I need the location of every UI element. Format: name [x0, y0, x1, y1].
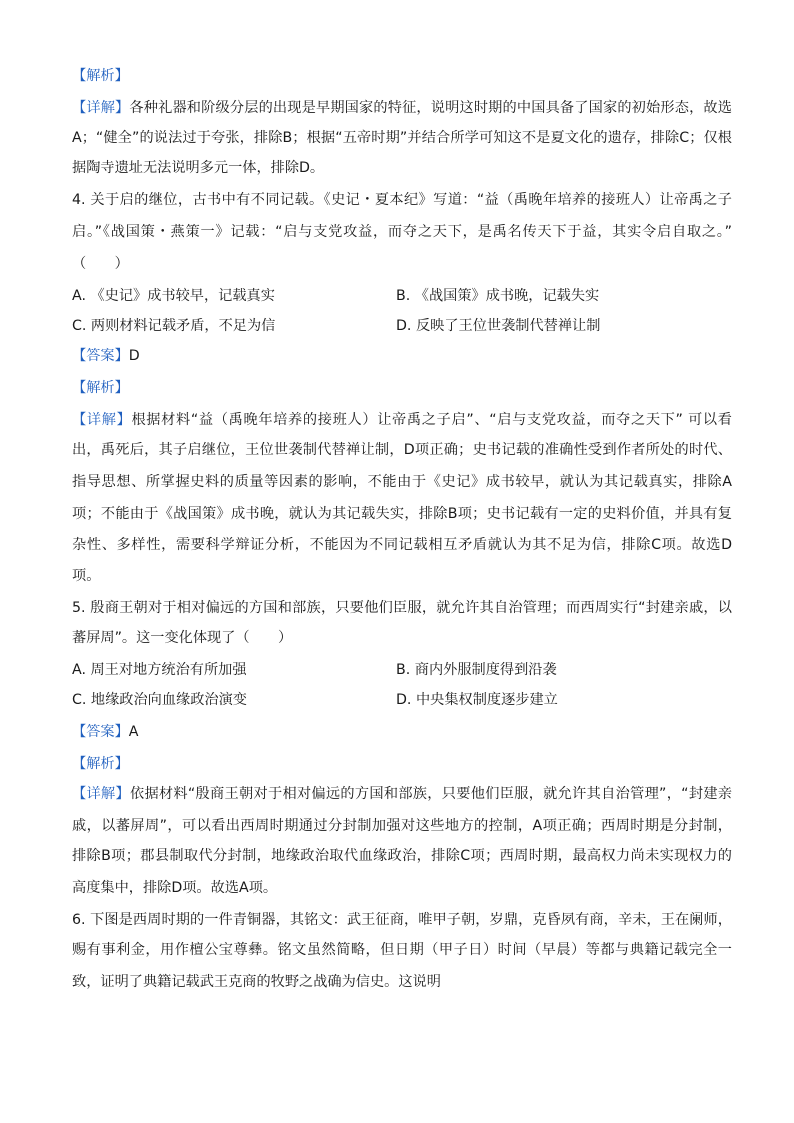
q5-detail-tag: 【详解】: [72, 786, 130, 802]
q5-answer-tag: 【答案】: [72, 724, 129, 740]
q6-stem-line-2: 赐有事利金，用作檀公宝尊彝。铭文虽然简略，但日期（甲子日）时间（早晨）等都与典籍记载完全一: [72, 942, 732, 958]
q6-stem-line-3: 致，证明了典籍记载武王克商的牧野之战确为信史。这说明: [72, 974, 441, 990]
q4-detail-line-2: 出，禹死后，其子启继位，王位世袭制代替禅让制，D项正确；史书记载的准确性受到作者所处的时代、: [72, 442, 732, 458]
q5-detail-line-1: 【详解】依据材料“殷商王朝对于相对偏远的方国和部族，只要他们臣服，就允许其自治管理”，“封建亲: [72, 786, 732, 802]
q4-stem-line-3: （ ）: [72, 256, 129, 272]
q4-option-a: A. 《史记》成书较早，记载真实: [72, 288, 275, 304]
q4-option-d: D. 反映了王位世袭制代替禅让制: [396, 318, 601, 334]
q3-detail-line-3: 据陶寺遗址无法说明多元一体，排除D。: [72, 160, 325, 176]
q4-detail-line-3: 指导思想、所掌握史料的质量等因素的影响，不能由于《史记》成书较早，就认为其记载真实，排除A: [72, 474, 732, 490]
q4-stem-line-1: 4. 关于启的继位，古书中有不同记载。《史记・夏本纪》写道：“益（禹晚年培养的接班人）让帝禹之子: [72, 192, 732, 208]
q5-option-c: C. 地缘政治向血缘政治演变: [72, 692, 247, 708]
q5-analysis-tag: 【解析】: [72, 756, 129, 772]
q4-answer-value: D: [128, 348, 140, 364]
q4-analysis-tag: 【解析】: [72, 380, 129, 396]
q5-detail-line-4: 高度集中，排除D项。故选A项。: [72, 880, 278, 896]
q4-answer: [72, 346, 732, 366]
q4-option-c: C. 两则材料记载矛盾，不足为信: [72, 318, 276, 334]
q4-answer-tag: 【答案】: [72, 348, 129, 364]
q4-detail-line-6: 项。: [72, 568, 101, 584]
q3-analysis-tag: 【解析】: [72, 68, 129, 84]
q4-detail-tag: 【详解】: [72, 412, 132, 428]
q4-detail-line-4: 项；不能由于《战国策》成书晚，就认为其记载失实，排除B项；史书记载有一定的史料价值，并具有复: [72, 506, 732, 522]
q4-detail-line-5: 杂性、多样性，需要科学辩证分析，不能因为不同记载相互矛盾就认为其不足为信，排除C项。故选D: [72, 537, 732, 553]
q3-detail-line-2: A；“健全”的说法过于夸张，排除B；根据“五帝时期”并结合所学可知这不是夏文化的遗存，排除C；仅根: [72, 130, 732, 146]
q5-answer-value: A: [128, 724, 139, 740]
q5-detail-line-3: 排除B项；郡县制取代分封制，地缘政治取代血缘政治，排除C项；西周时期，最高权力尚未实现权力的: [72, 848, 732, 864]
q5-option-d: D. 中央集权制度逐步建立: [396, 692, 558, 708]
q3-detail-tag: 【详解】: [72, 100, 130, 116]
q5-detail-line-2: 戚，以蕃屏周”，可以看出西周时期通过分封制加强对这些地方的控制，A项正确；西周时期是分封制，: [72, 818, 732, 834]
q3-detail-line-1: 【详解】各种礼器和阶级分层的出现是早期国家的特征，说明这时期的中国具备了国家的初始形态，故选: [72, 100, 732, 116]
q5-stem-line-2: 蕃屏周”。这一变化体现了（ ）: [72, 630, 293, 646]
q5-option-a: A. 周王对地方统治有所加强: [72, 662, 247, 678]
q5-stem-line-1: 5. 殷商王朝对于相对偏远的方国和部族，只要他们臣服，就允许其自治管理；而西周实行“封建亲戚，以: [72, 600, 732, 616]
q6-stem-line-1: 6. 下图是西周时期的一件青铜器，其铭文：武王征商，唯甲子朝，岁鼎，克昏夙有商，辛未，王在阑师，: [72, 912, 732, 928]
q5-answer: [72, 722, 732, 742]
q5-option-b: B. 商内外服制度得到沿袭: [396, 662, 557, 678]
q4-option-b: B. 《战国策》成书晚，记载失实: [396, 288, 600, 304]
q4-stem-line-2: 启。”《战国策・燕策一》记载：“启与支党攻益，而夺之天下，是禹名传天下于益，其实令启自取之。”: [72, 224, 732, 240]
q4-detail-line-1: 【详解】根据材料“益（禹晚年培养的接班人）让帝禹之子启”、“启与支党攻益，而夺之天下” 可以看: [72, 412, 732, 428]
